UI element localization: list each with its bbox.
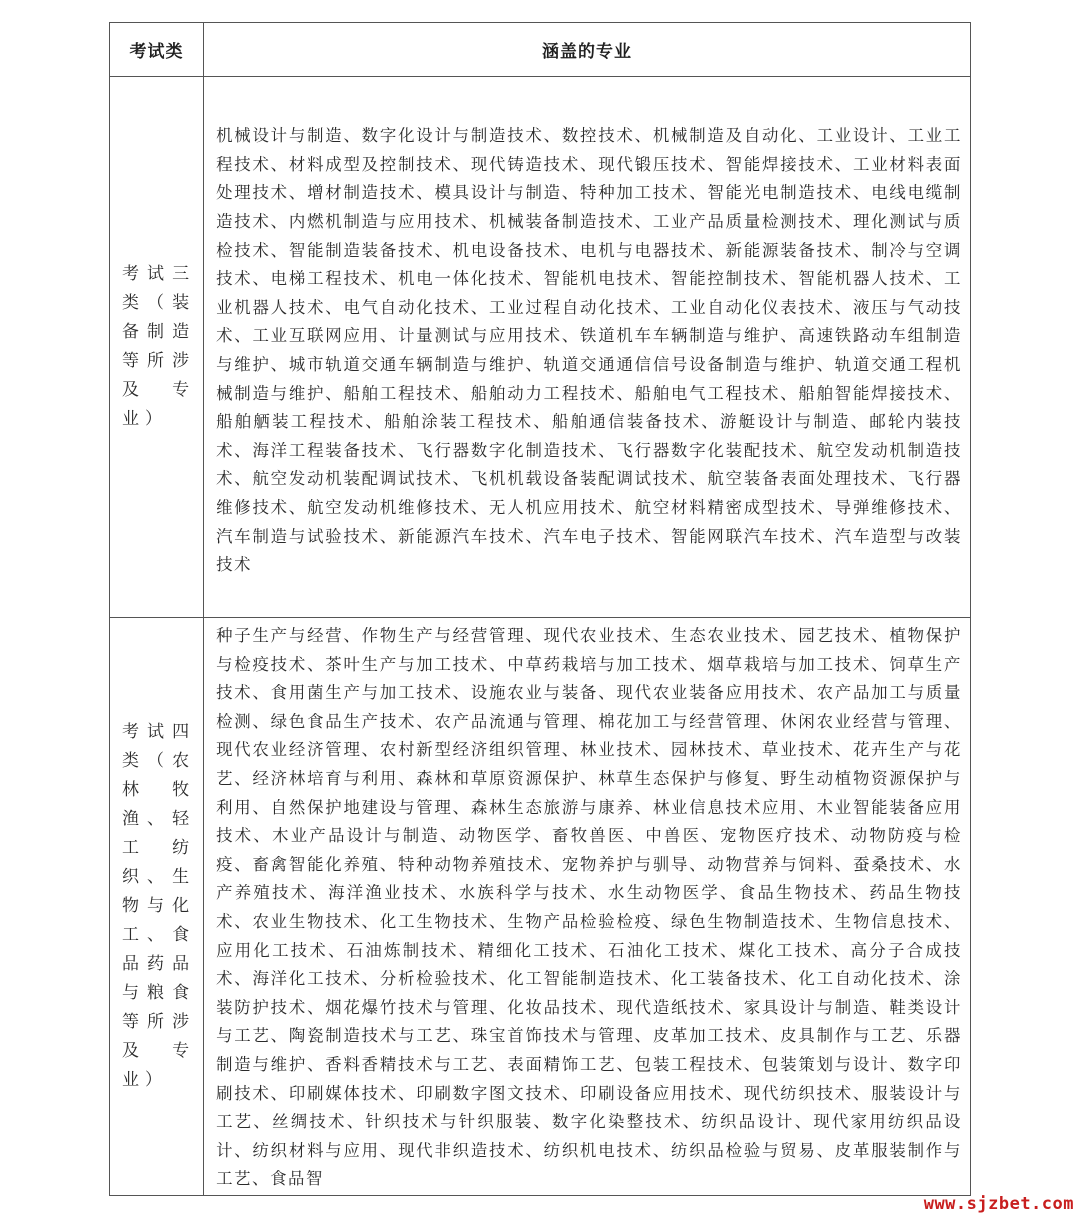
majors-text: 机械设计与制造、数字化设计与制造技术、数控技术、机械制造及自动化、工业设计、工业工程技术、材料成型及控制技术、现代铸造技术、现代锻压技术、智能焊接技术、工业材料表面处理技术、增材制造技术、模具设计与制造、特种加工技术、智能光电制造技术、电线电缆制造技术、内燃机制造与应用技术、机械装备制造技术、工业产品质量检测技术、理化测试与质检技术、智能制造装备技术、机电设备技术、电机与电器技术、新能源装备技术、制冷与空调技术、电梯工程技术、机电一体化技术、智能机电技术、智能控制技术、智能机器人技术、工业机器人技术、电气自动化技术、工业过程自动化技术、工业自动化仪表技术、液压与气动技术、工业互联网应用、计量测试与应用技术、铁道机车车辆制造与维护、高速铁路动车组制造与维护、城市轨道交通车辆制造与维护、轨道交通通信信号设备制造与维护、轨道交通工程机械制造与维护、船舶工程技术、船舶动力工程技术、船舶电气工程技术、船舶智能焊接技术、船舶舾装工程技术、船舶涂装工程技术、船舶通信装备技术、游艇设计与制造、邮轮内装技术、海洋工程装备技术、飞行器数字化制造技术、飞行器数字化装配技术、航空发动机制造技术、航空发动机装配调试技术、飞机机载设备装配调试技术、航空装备表面处理技术、飞行器维修技术、航空发动机维修技术、无人机应用技术、航空材料精密成型技术、导弹维修技术、汽车制造与试验技术、新能源汽车技术、汽车电子技术、智能网联汽车技术、汽车造型与改装技术 xyxy=(216,126,962,575)
table-row xyxy=(110,77,971,618)
majors-cell xyxy=(204,77,971,618)
header-majors: 涵盖的专业 xyxy=(204,23,971,77)
header-category: 考试类 xyxy=(110,23,204,77)
majors-text: 种子生产与经营、作物生产与经营管理、现代农业技术、生态农业技术、园艺技术、植物保护与检疫技术、茶叶生产与加工技术、中草药栽培与加工技术、烟草栽培与加工技术、饲草生产技术、食用菌生产与加工技术、设施农业与装备、现代农业装备应用技术、农产品加工与质量检测、绿色食品生产技术、农产品流通与管理、棉花加工与经营管理、休闲农业经营与管理、现代农业经济管理、农村新型经济组织管理、林业技术、园林技术、草业技术、花卉生产与花艺、经济林培育与利用、森林和草原资源保护、林草生态保护与修复、野生动植物资源保护与利用、自然保护地建设与管理、森林生态旅游与康养、林业信息技术应用、木业智能装备应用技术、木业产品设计与制造、动物医学、畜牧兽医、中兽医、宠物医疗技术、动物防疫与检疫、畜禽智能化养殖、特种动物养殖技术、宠物养护与驯导、动物营养与饲料、蚕桑技术、水产养殖技术、海洋渔业技术、水族科学与技术、水生动物医学、食品生物技术、药品生物技术、农业生物技术、化工生物技术、生物产品检验检疫、绿色生物制造技术、生物信息技术、应用化工技术、石油炼制技术、精细化工技术、石油化工技术、煤化工技术、高分子合成技术、海洋化工技术、分析检验技术、化工智能制造技术、化工装备技术、化工自动化技术、涂装防护技术、烟花爆竹技术与管理、化妆品技术、现代造纸技术、家具设计与制造、鞋类设计与工艺、陶瓷制造技术与工艺、珠宝首饰技术与管理、皮革加工技术、皮具制作与工艺、乐器制造与维护、香料香精技术与工艺、表面精饰工艺、包装工程技术、包装策划与设计、数字印刷技术、印刷媒体技术、印刷数字图文技术、印刷设备应用技术、现代纺织技术、服装设计与工艺、丝绸技术、针织技术与针织服装、数字化染整技术、纺织品设计、现代家用纺织品设计、纺织材料与应用、现代非织造技术、纺织机电技术、纺织品检验与贸易、皮革服装制作与工艺、食品智 xyxy=(216,626,962,1189)
category-cell: 考试四类（农林牧渔、轻工纺织、生物与化工、食品药品与粮食等所涉及专业） xyxy=(110,618,204,1196)
watermark: www.sjzbet.com xyxy=(923,1194,1074,1214)
table-header-row xyxy=(110,23,971,77)
category-cell: 考试三类（装备制造等所涉及专业） xyxy=(110,77,204,618)
majors-table xyxy=(109,22,971,1196)
table-row xyxy=(110,618,971,1196)
majors-cell xyxy=(204,618,971,1196)
